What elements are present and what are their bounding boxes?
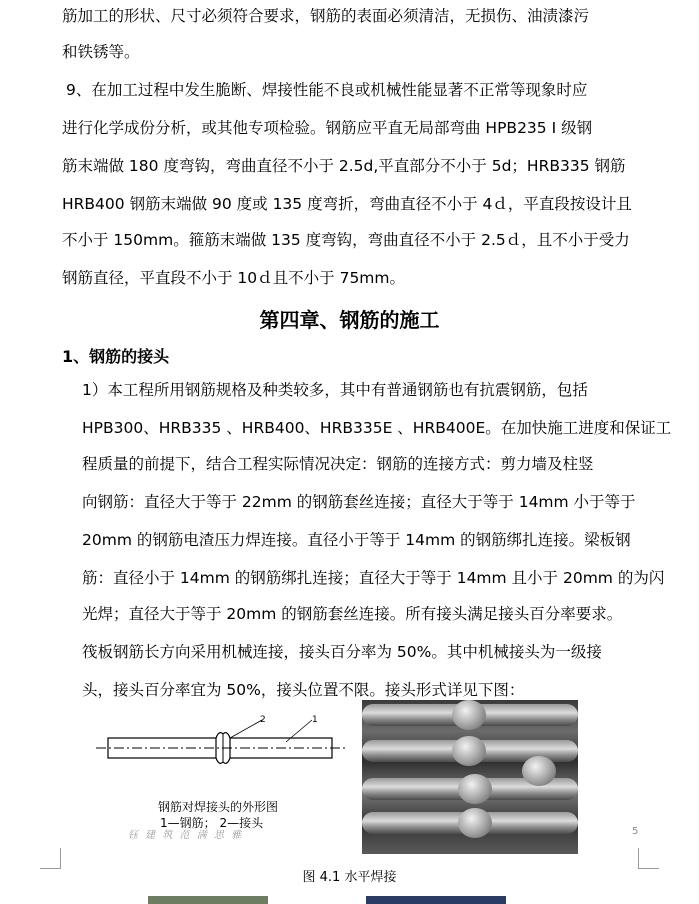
section-title: 1、钢筋的接头 — [62, 347, 170, 366]
label-1: 1 — [312, 715, 318, 725]
para-line: 筏板钢筋长方向采用机械连接，接头百分率为 50%。其中机械接头为一级接 — [82, 643, 602, 661]
body-line: 和铁锈等。 — [62, 43, 140, 61]
body-line: 筋加工的形状、尺寸必须符合要求，钢筋的表面必须清洁，无损伤、油渍漆污 — [62, 7, 590, 25]
figure-caption: 图 4.1 水平焊接 — [302, 870, 397, 885]
chapter-title: 第四章、钢筋的施工 — [259, 308, 440, 332]
body-line: 进行化学成份分析，或其他专项检验。钢筋应平直无局部弯曲 HPB235 I 级钢 — [62, 119, 593, 137]
body-line: HRB400 钢筋末端做 90 度或 135 度弯折，弯曲直径不小于 4ｄ，平直段按设计且 — [62, 195, 632, 213]
drawing-caption: 钢筋对焊接头的外形图 — [158, 800, 279, 814]
para-line: HPB300、HRB335 、HRB400、HRB335E 、HRB400E。在加快施工进度和保证工 — [82, 419, 672, 437]
watermark: 钰 建 筑 范 满 思 雅 — [128, 830, 244, 841]
body-line: 钢筋直径，平直段不小于 10ｄ且不小于 75mm。 — [62, 269, 405, 287]
para-line: 程质量的前提下，结合工程实际情况决定：钢筋的连接方式：剪力墙及柱竖 — [82, 455, 594, 473]
next-photo-right — [366, 896, 506, 904]
para-line: 向钢筋：直径大于等于 22mm 的钢筋套丝连接；直径大于等于 14mm 小于等于 — [82, 493, 636, 511]
body-line: 9、在加工过程中发生脆断、焊接性能不良或机械性能显著不正常等现象时应 — [66, 81, 588, 99]
para-line: 20mm 的钢筋电渣压力焊连接。直径小于等于 14mm 的钢筋绑扎连接。梁板钢 — [82, 531, 631, 549]
para-line: 头，接头百分率宜为 50%，接头位置不限。接头形式详见下图： — [82, 681, 525, 699]
para-line: 光焊；直径大于等于 20mm 的钢筋套丝连接。所有接头满足接头百分率要求。 — [82, 605, 623, 623]
next-photo-left — [148, 896, 268, 904]
para-line: 1）本工程所用钢筋规格及种类较多，其中有普通钢筋也有抗震钢筋，包括 — [82, 381, 588, 399]
body-line: 不小于 150mm。箍筋末端做 135 度弯钩，弯曲直径不小于 2.5ｄ，且不小于受力 — [62, 231, 630, 249]
welded-rebar-photo — [362, 700, 578, 854]
page-number: 5 — [632, 826, 639, 837]
body-line: 筋末端做 180 度弯钩，弯曲直径不小于 2.5d,平直部分不小于 5d；HRB335 钢筋 — [62, 157, 626, 175]
para-line: 筋：直径小于 14mm 的钢筋绑扎连接；直径大于等于 14mm 且小于 20mm 的为闪 — [82, 569, 665, 587]
label-2: 2 — [260, 715, 266, 725]
drawing-legend: 1—钢筋； 2—接头 — [160, 816, 264, 830]
